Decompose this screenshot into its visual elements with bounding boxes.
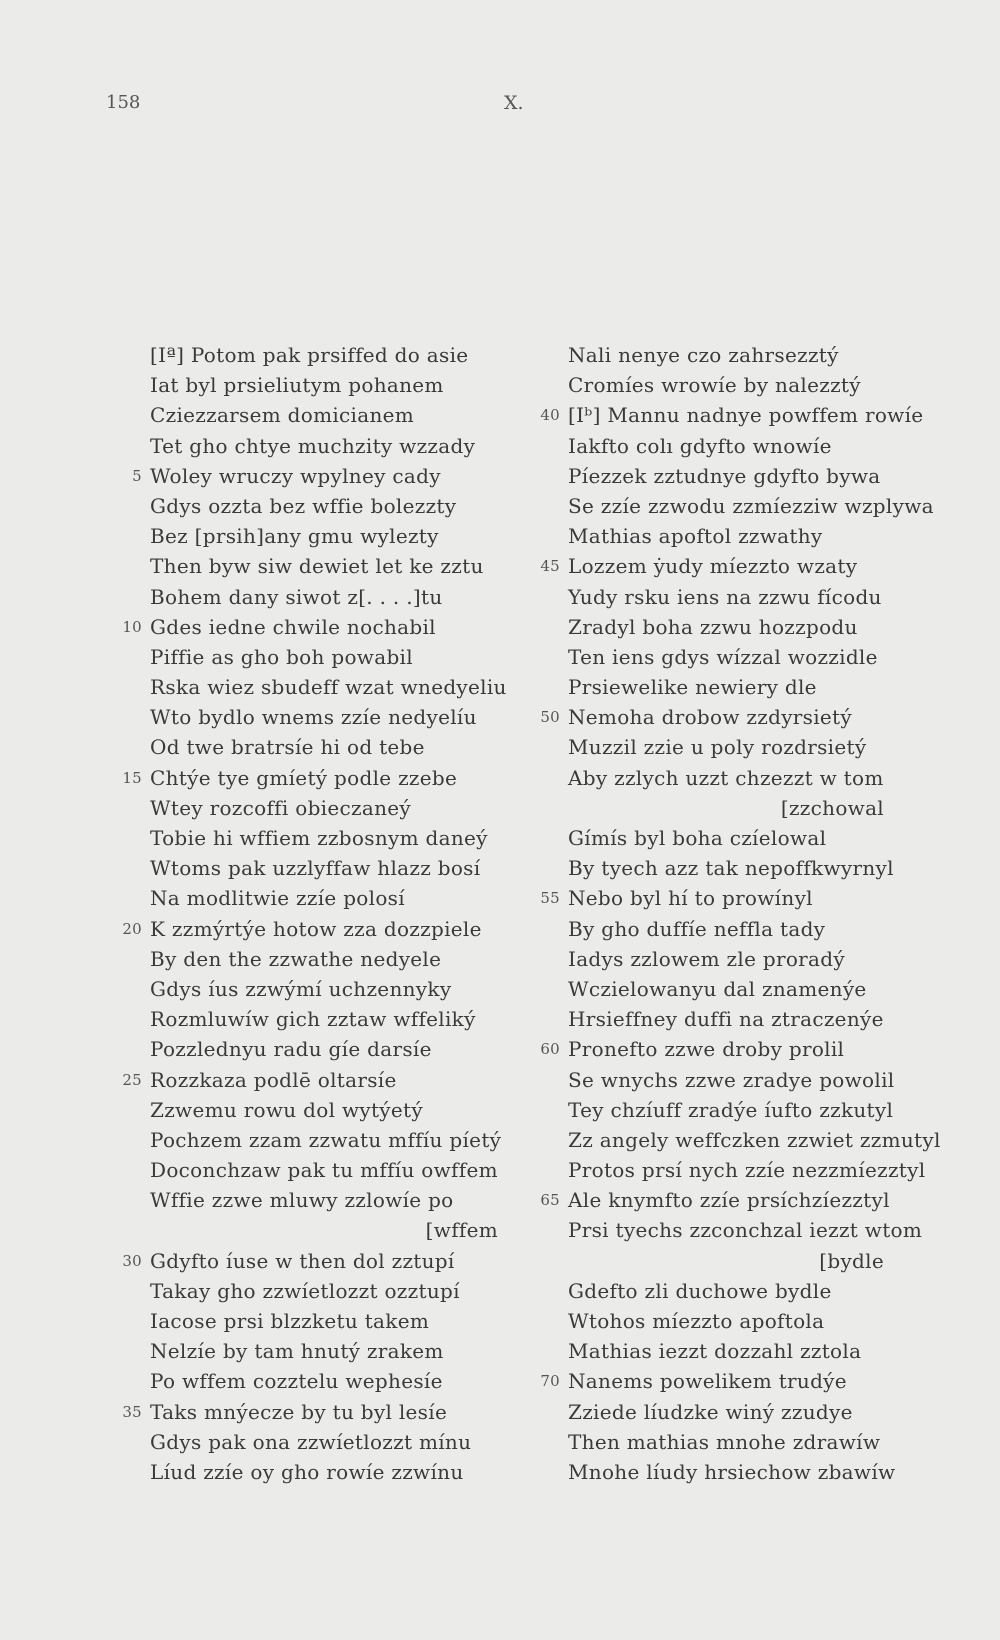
verse-text: Gímís byl boha czíelowal	[568, 826, 827, 850]
verse-text: Then byw siw dewiet let ke zztu	[150, 554, 484, 579]
verse-text: Gdes iedne chwile nochabil	[150, 614, 436, 639]
verse-text: Muzzil zzie u poly rozdrsietý	[568, 735, 867, 760]
verse-text: Mnohe líudy hrsiechow zbawíw	[568, 1459, 896, 1484]
verse-line	[568, 823, 968, 853]
verse-text: Zziede líudzke winý zzudye	[568, 1399, 853, 1424]
page-number: 158	[106, 92, 141, 113]
verse-line	[568, 642, 968, 672]
verse-line	[540, 883, 968, 913]
verse-text: Piffie as gho boh powabil	[150, 644, 413, 669]
verse-text: [wffem	[425, 1218, 498, 1243]
verse-line	[150, 1336, 550, 1366]
verse-line	[568, 672, 968, 702]
verse-text: Od twe bratrsíe hi od tebe	[150, 735, 425, 760]
verse-line	[150, 793, 550, 823]
verse-line	[568, 914, 968, 944]
verse-line	[150, 1095, 550, 1125]
verse-line	[568, 370, 968, 400]
page-header	[0, 92, 1000, 122]
verse-text: Cziezzarsem domicianem	[150, 403, 415, 428]
verse-text: Prsi tyechs zzconchzal iezzt wtom	[568, 1218, 923, 1243]
verse-line	[150, 431, 550, 461]
verse-line	[568, 521, 968, 551]
verse-line	[150, 1366, 550, 1396]
verse-text: Gdefto zli duchowe bydle	[568, 1278, 832, 1303]
verse-line	[568, 974, 968, 1004]
verse-text: Wtoms pak uzzlyffaw hlazz bosí	[150, 856, 481, 881]
verse-line	[150, 1185, 550, 1215]
verse-line	[122, 1246, 550, 1276]
verse-text: Woley wruczy wpylney cady	[150, 463, 441, 488]
verse-line	[568, 1065, 968, 1095]
verse-line	[568, 1215, 968, 1245]
line-number: 60	[540, 1040, 560, 1059]
verse-line	[150, 1034, 550, 1064]
line-number: 10	[122, 617, 142, 636]
verse-text: Wczielowanyu dal znamenýe	[568, 976, 867, 1001]
verse-text: Tey chzíuff zradýe íufto zzkutyl	[568, 1097, 894, 1122]
verse-text: Ten iens gdys wízzal wozzidle	[568, 644, 878, 669]
verse-text: Bez [prsih]any gmu wylezty	[150, 524, 439, 549]
verse-text: [Iᵇ] Mannu nadnye powffem rowíe	[568, 403, 924, 428]
verse-text: Then mathias mnohe zdrawíw	[568, 1429, 881, 1454]
verse-text: Iacose prsi blzzketu takem	[150, 1309, 430, 1333]
verse-line	[568, 1427, 968, 1457]
verse-line	[150, 551, 550, 581]
verse-text: [bydle	[819, 1248, 884, 1273]
verse-line	[150, 1276, 550, 1306]
verse-line	[568, 944, 968, 974]
verse-text: Nelzíe by tam hnutý zrakem	[150, 1339, 444, 1364]
verse-text: Iakfto colı gdyfto wnowíe	[568, 433, 832, 458]
verse-line	[150, 974, 550, 1004]
verse-line	[150, 883, 550, 913]
verse-text: Zz angely weffczken zzwiet zzmutyl	[568, 1127, 941, 1152]
verse-text: Líud zzíe oy gho rowíe zzwínu	[150, 1459, 464, 1484]
verse-text: Mathias iezzt dozzahl zztola	[568, 1339, 862, 1364]
verse-text: Wffie zzwe mluwy zzlowíe po	[150, 1188, 454, 1213]
verse-text: Nebo byl hí to prowínyl	[568, 886, 813, 911]
verse-text: Zzwemu rowu dol wytýetý	[150, 1097, 423, 1122]
line-number: 40	[540, 406, 560, 425]
verse-line	[122, 1397, 550, 1427]
verse-text: Nemoha drobow zzdyrsietý	[568, 705, 852, 730]
verse-line	[122, 1065, 550, 1095]
verse-line	[150, 1306, 550, 1336]
line-number: 20	[122, 919, 142, 938]
right-column	[540, 340, 968, 1487]
verse-text: Hrsieffney duffi na ztraczenýe	[568, 1007, 884, 1032]
verse-text: Ale knymfto zzíe prsíchzíezztyl	[568, 1188, 890, 1213]
verse-line	[540, 1034, 968, 1064]
verse-line	[150, 853, 550, 883]
verse-line	[568, 732, 968, 762]
verse-text: Rozzkaza podlē oltarsíe	[150, 1067, 397, 1092]
verse-text: Tobie hi wffiem zzbosnym daneý	[150, 826, 488, 850]
verse-text: Se zzíe zzwodu zzmíezziw wzplywa	[568, 493, 934, 518]
verse-line	[568, 340, 968, 370]
verse-text: Mathias apoftol zzwathy	[568, 524, 823, 549]
verse-text: [zzchowal	[780, 795, 884, 820]
line-number: 30	[122, 1251, 142, 1270]
verse-line	[150, 340, 550, 370]
line-number: 45	[540, 557, 560, 576]
line-number: 35	[122, 1402, 142, 1421]
verse-text: Pozzlednyu radu gíe darsíe	[150, 1037, 432, 1062]
left-column	[122, 340, 550, 1487]
verse-text: By tyech azz tak nepoffkwyrnyl	[568, 856, 894, 881]
verse-line	[122, 763, 550, 793]
verse-line	[568, 612, 968, 642]
verse-line	[568, 1246, 968, 1276]
verse-text: Nanems powelikem trudýe	[568, 1369, 847, 1394]
verse-line	[150, 672, 550, 702]
chapter-mark: X.	[504, 92, 524, 114]
verse-text: Doconchzaw pak tu mffíu owffem	[150, 1158, 498, 1183]
verse-text: Wto bydlo wnems zzíe nedyelíu	[150, 705, 477, 730]
verse-text: K zzmýrtýe hotow zza dozzpiele	[150, 916, 482, 941]
verse-line	[150, 1215, 550, 1245]
verse-line	[150, 702, 550, 732]
line-number: 70	[540, 1372, 560, 1391]
verse-text: Tet gho chtye muchzity wzzady	[150, 433, 476, 458]
verse-line	[150, 400, 550, 430]
verse-line	[568, 1306, 968, 1336]
verse-line	[150, 944, 550, 974]
line-number: 5	[132, 466, 142, 485]
verse-line	[150, 582, 550, 612]
verse-line	[568, 431, 968, 461]
line-number: 65	[540, 1191, 560, 1210]
verse-text: Takay gho zzwíetlozzt ozztupí	[150, 1278, 460, 1303]
verse-text: Píezzek zztudnye gdyfto bywa	[568, 463, 881, 488]
verse-line	[150, 1125, 550, 1155]
verse-line	[150, 823, 550, 853]
verse-line	[568, 853, 968, 883]
verse-text: Chtýe tye gmíetý podle zzebe	[150, 765, 458, 790]
verse-line	[540, 1185, 968, 1215]
verse-text: Taks mnýecze by tu byl lesíe	[150, 1399, 448, 1424]
verse-text: Na modlitwie zzíe polosí	[150, 886, 405, 911]
verse-line	[150, 732, 550, 762]
verse-text: Bohem dany siwot z[. . . .]tu	[150, 584, 443, 609]
verse-text: Gdys íus zzwýmí uchzennyky	[150, 976, 452, 1001]
verse-text: By gho duffíe neffla tady	[568, 916, 826, 941]
verse-text: Rska wiez sbudeff wzat wnedyeliu	[150, 675, 507, 700]
verse-text: Po wffem cozztelu wephesíe	[150, 1369, 443, 1394]
verse-line	[150, 491, 550, 521]
verse-text: Se wnychs zzwe zradye powolil	[568, 1067, 895, 1092]
verse-text: Gdys pak ona zzwíetlozzt mínu	[150, 1429, 472, 1454]
verse-line	[568, 763, 968, 793]
verse-line	[122, 914, 550, 944]
verse-line	[568, 1125, 968, 1155]
verse-line	[540, 551, 968, 581]
verse-line	[150, 521, 550, 551]
verse-text: Iadys zzlowem zle proradý	[568, 946, 845, 971]
line-number: 15	[122, 768, 142, 787]
verse-text: Aby zzlych uzzt chzezzt w tom	[568, 765, 884, 790]
verse-line	[568, 491, 968, 521]
verse-text: Nali nenye czo zahrsezztý	[568, 343, 839, 367]
line-number: 25	[122, 1070, 142, 1089]
verse-line	[150, 1427, 550, 1457]
verse-line	[150, 642, 550, 672]
verse-line	[150, 1155, 550, 1185]
verse-line	[122, 612, 550, 642]
verse-line	[150, 1004, 550, 1034]
verse-text: Protos prsí nych zzíe nezzmíezztyl	[568, 1158, 926, 1183]
verse-text: Zradyl boha zzwu hozzpodu	[568, 614, 858, 639]
verse-line	[132, 461, 550, 491]
verse-line	[568, 1397, 968, 1427]
verse-line	[568, 1336, 968, 1366]
verse-line	[568, 1004, 968, 1034]
verse-text: Iat byl prsieliutym pohanem	[150, 373, 444, 398]
verse-line	[568, 582, 968, 612]
line-number: 50	[540, 708, 560, 727]
verse-text: Wtohos míezzto apoftola	[568, 1309, 825, 1333]
verse-line	[540, 1366, 968, 1396]
verse-line	[568, 1457, 968, 1487]
verse-text: Yudy rsku iens na zzwu fícodu	[568, 584, 882, 609]
verse-text: [Iª] Potom pak prsiffed do asie	[150, 343, 469, 367]
verse-text: Wtey rozcoffi obieczaneý	[150, 795, 411, 820]
verse-text: Lozzem ẏudy míezzto wzaty	[568, 554, 858, 579]
verse-line	[150, 1457, 550, 1487]
verse-line	[568, 1155, 968, 1185]
verse-line	[568, 1276, 968, 1306]
verse-text: Gdyfto íuse w then dol zztupí	[150, 1248, 455, 1273]
verse-line	[540, 702, 968, 732]
verse-line	[568, 793, 968, 823]
verse-text: Prsiewelike newiery dle	[568, 675, 817, 700]
verse-line	[568, 1095, 968, 1125]
verse-text: Gdys ozzta bez wffie bolezzty	[150, 493, 457, 518]
verse-line	[150, 370, 550, 400]
line-number: 55	[540, 889, 560, 908]
verse-text: By den the zzwathe nedyele	[150, 946, 442, 971]
verse-text: Pochzem zzam zzwatu mffíu píetý	[150, 1127, 502, 1152]
verse-line	[568, 461, 968, 491]
verse-text: Cromíes wrowíe by nalezztý	[568, 373, 861, 398]
verse-line	[540, 400, 968, 430]
verse-text: Pronefto zzwe droby prolil	[568, 1037, 845, 1062]
verse-text: Rozmluwíw gich zztaw wffeliký	[150, 1007, 476, 1032]
